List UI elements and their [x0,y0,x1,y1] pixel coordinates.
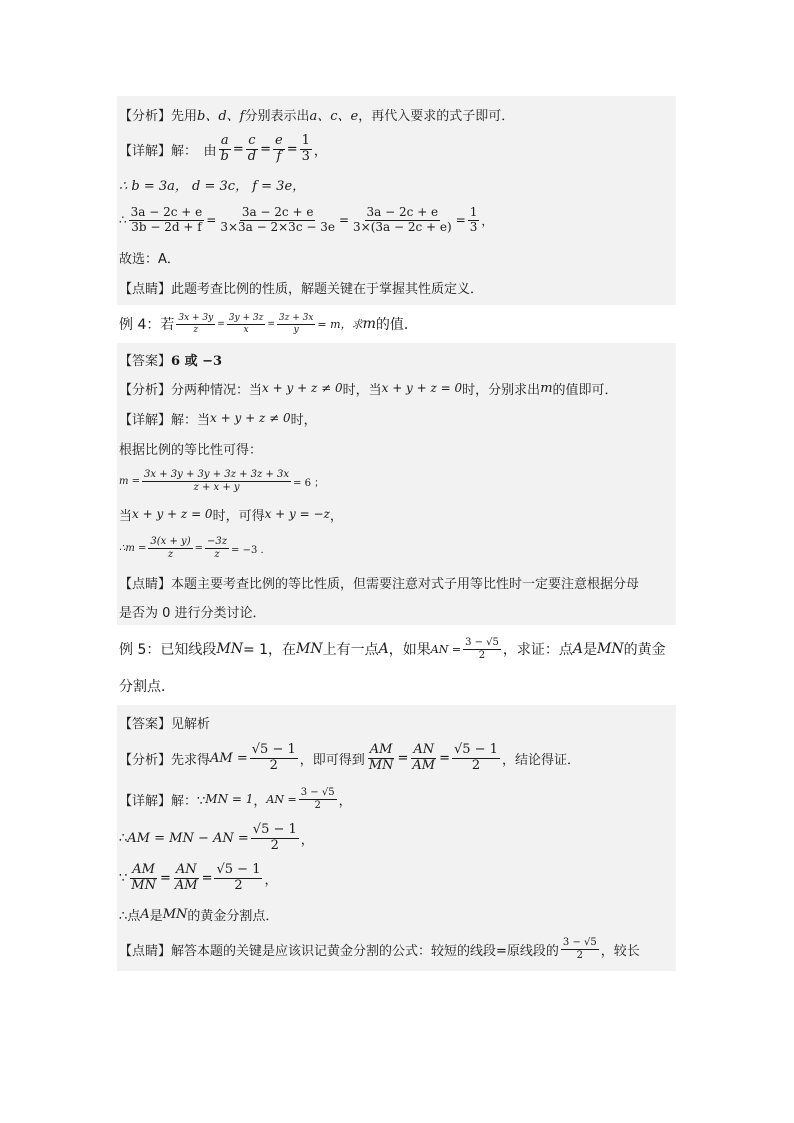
step2-line: ∴ AM = MN − AN = $\frac{√5 - 1}{2}$ ， [119,821,314,853]
example5-title: 例 5：已知线段 MN = 1，在 MN 上有一点 A ，如果 AN = $\frac{3 - √5}{2}$ ，求证：点 A 是 MN 的黄金 [119,637,666,661]
example3-solution-block [117,96,676,305]
m-equation-line: m = $\frac{3x + 3y + 3y + 3z + 3z + 3x}{z + x + y}$ = 6 ； [119,469,325,493]
analysis-line: 【分析】 分两种情况：当 x + y + z ≠ 0 时，当 x + y + z = 0 时，分别求出 m 的值即可． [119,380,618,398]
title-fraction: $\frac{3z + 3x}{y}$ [278,313,314,335]
result-line: ∴m = $\frac{3(x + y)}{z}$ = $\frac{-3z}{z}$ = −3 ． [119,536,271,560]
detail-label: 【详解】 [119,143,172,159]
analysis-line: 【分析】 先求得 AM = $\frac{√5 - 1}{2}$ ，即可得到 $\frac{AM}{MN}$ = $\frac{AN}{AM}$ = $\frac{√5 - 1}{2}$ ，结论得证． [119,741,580,773]
comment-line-2 [117,597,676,625]
detail-label: 【详解】 [119,793,172,809]
comment-text: 解答本题的关键是应该识记黄金分割的公式：较短的线段=原线段的 [171,943,559,959]
analysis-text: 分别表示出 [244,108,310,124]
analysis-label: 【分析】 [119,752,172,768]
detail-label: 【详解】 [119,412,172,428]
example5-title-line2: 分割点． [119,679,175,695]
analysis-fraction: $\frac{√5 - 1}{2}$ [251,741,296,773]
analysis-vars: b、d、f [197,108,245,124]
comment-label: 【点睛】 [119,281,172,297]
substitution-line: ∴ b = 3a， d = 3c， f = 3e， [119,178,306,194]
comment-line [117,567,676,597]
detail-line: 【详解】 解：∵ MN = 1 ， AN = $\frac{3 - √5}{2}$ ， [119,787,352,811]
example4-solution-block [117,343,676,625]
answer-line [117,707,676,737]
title-fraction: $\frac{3 - √5}{2}$ [465,637,499,661]
analysis-label: 【分析】 [119,382,172,398]
analysis-vars: a、c、e [309,108,359,124]
analysis-line [117,100,676,128]
analysis-label: 【分析】 [119,108,172,124]
chain-fraction: $\frac{3a - 2c + e}{3\times(3a - 2c + e)}$ [353,204,452,234]
comment-text: 本题主要考查比例的等比性质，但需要注意对式子用等比性时一定要注意根据分母 [171,576,640,592]
comment-line: 【点睛】 解答本题的关键是应该识记黄金分割的公式：较短的线段=原线段的 $\frac{3 - √5}{2}$ ，较长 [119,937,640,961]
document-page [117,96,676,971]
fraction-chain-line: ∴ $\frac{3a - 2c + e}{3b - 2d + f}$ = $\frac{3a - 2c + e}{3\times 3a - 2\times 3c - 3e}$ = $\frac{3a - 2c + e}{3\times(3a - 2c + e)}$ = $\frac{1}{3}$ ， [119,204,494,234]
analysis-fraction: $\frac{AM}{MN}$ [368,741,394,773]
chain-fraction: $\frac{3a - 2c + e}{3b - 2d + f}$ [130,204,203,234]
step3-fraction: $\frac{AN}{AM}$ [174,861,198,893]
answer-label: 【答案】 [119,716,172,732]
answer-text: 故选：A． [119,251,180,267]
step2-fraction: $\frac{√5 - 1}{2}$ [252,821,297,853]
comment-text: 是否为 0 进行分类讨论． [119,605,266,621]
chain-fraction: $\frac{1}{3}$ [469,204,478,234]
case2-line: 当 x + y + z = 0 时，可得 x + y = −z ， [119,507,343,524]
analysis-fraction: $\frac{√5 - 1}{2}$ [453,741,498,773]
detail-fraction: $\frac{3 - √5}{2}$ [300,787,335,811]
title-fraction: $\frac{3x + 3y}{z}$ [178,313,214,335]
m-fraction: $\frac{3x + 3y + 3y + 3z + 3z + 3x}{z + x + y}$ [144,469,290,493]
analysis-fraction: $\frac{AN}{AM}$ [412,741,436,773]
result-fraction: $\frac{-3z}{z}$ [207,536,228,560]
title-fraction: $\frac{3y + 3z}{x}$ [228,313,264,335]
example4-title: 例 4：若 $\frac{3x + 3y}{z}$ = $\frac{3y + 3z}{x}$ = $\frac{3z + 3x}{y}$ = m，求 m 的值． [119,313,418,335]
comment-label: 【点睛】 [119,943,172,959]
ratio-fraction: $\frac{e}{f}$ [275,132,283,164]
comment-label: 【点睛】 [119,576,172,592]
result-fraction: $\frac{3(x + y)}{z}$ [150,536,191,560]
analysis-text: ，再代入要求的式子即可． [358,108,515,124]
detail-line: 【详解】 解： 由 $\frac{a}{b}$ = $\frac{c}{d}$ = $\frac{e}{f}$ = $\frac{1}{3}$ ， [119,132,327,164]
answer-line [117,242,676,272]
property-line: 根据比例的等比性可得： [119,442,263,458]
ratio-fraction: $\frac{a}{b}$ [220,132,229,164]
answer-label: 【答案】 [119,353,172,369]
answer-value: 6 或 −3 [171,353,223,369]
conclusion-line: ∴点 A 是 MN 的黄金分割点． [119,906,279,924]
detail-text: 解： 由 [171,143,217,159]
step3-fraction: $\frac{√5 - 1}{2}$ [216,861,261,893]
comment-text: 此题考查比例的性质，解题关键在于掌握其性质定义． [171,281,484,297]
analysis-text: 先用 [171,108,198,124]
detail-line: 【详解】 解：当 x + y + z ≠ 0 时， [117,403,676,433]
comment-fraction: $\frac{3 - √5}{2}$ [562,937,597,961]
chain-fraction: $\frac{3a - 2c + e}{3\times 3a - 2\times 3c - 3e}$ [220,204,335,234]
comment-line [117,272,676,302]
step3-fraction: $\frac{AM}{MN}$ [131,861,156,893]
example5-solution-block [117,705,676,971]
ratio-fraction: $\frac{c}{d}$ [247,132,257,164]
answer-line [117,345,676,373]
answer-value: 见解析 [171,716,211,732]
step3-line: ∵ $\frac{AM}{MN}$ = $\frac{AN}{AM}$ = $\frac{√5 - 1}{2}$ ， [119,861,278,893]
ratio-fraction: $\frac{1}{3}$ [301,132,310,164]
